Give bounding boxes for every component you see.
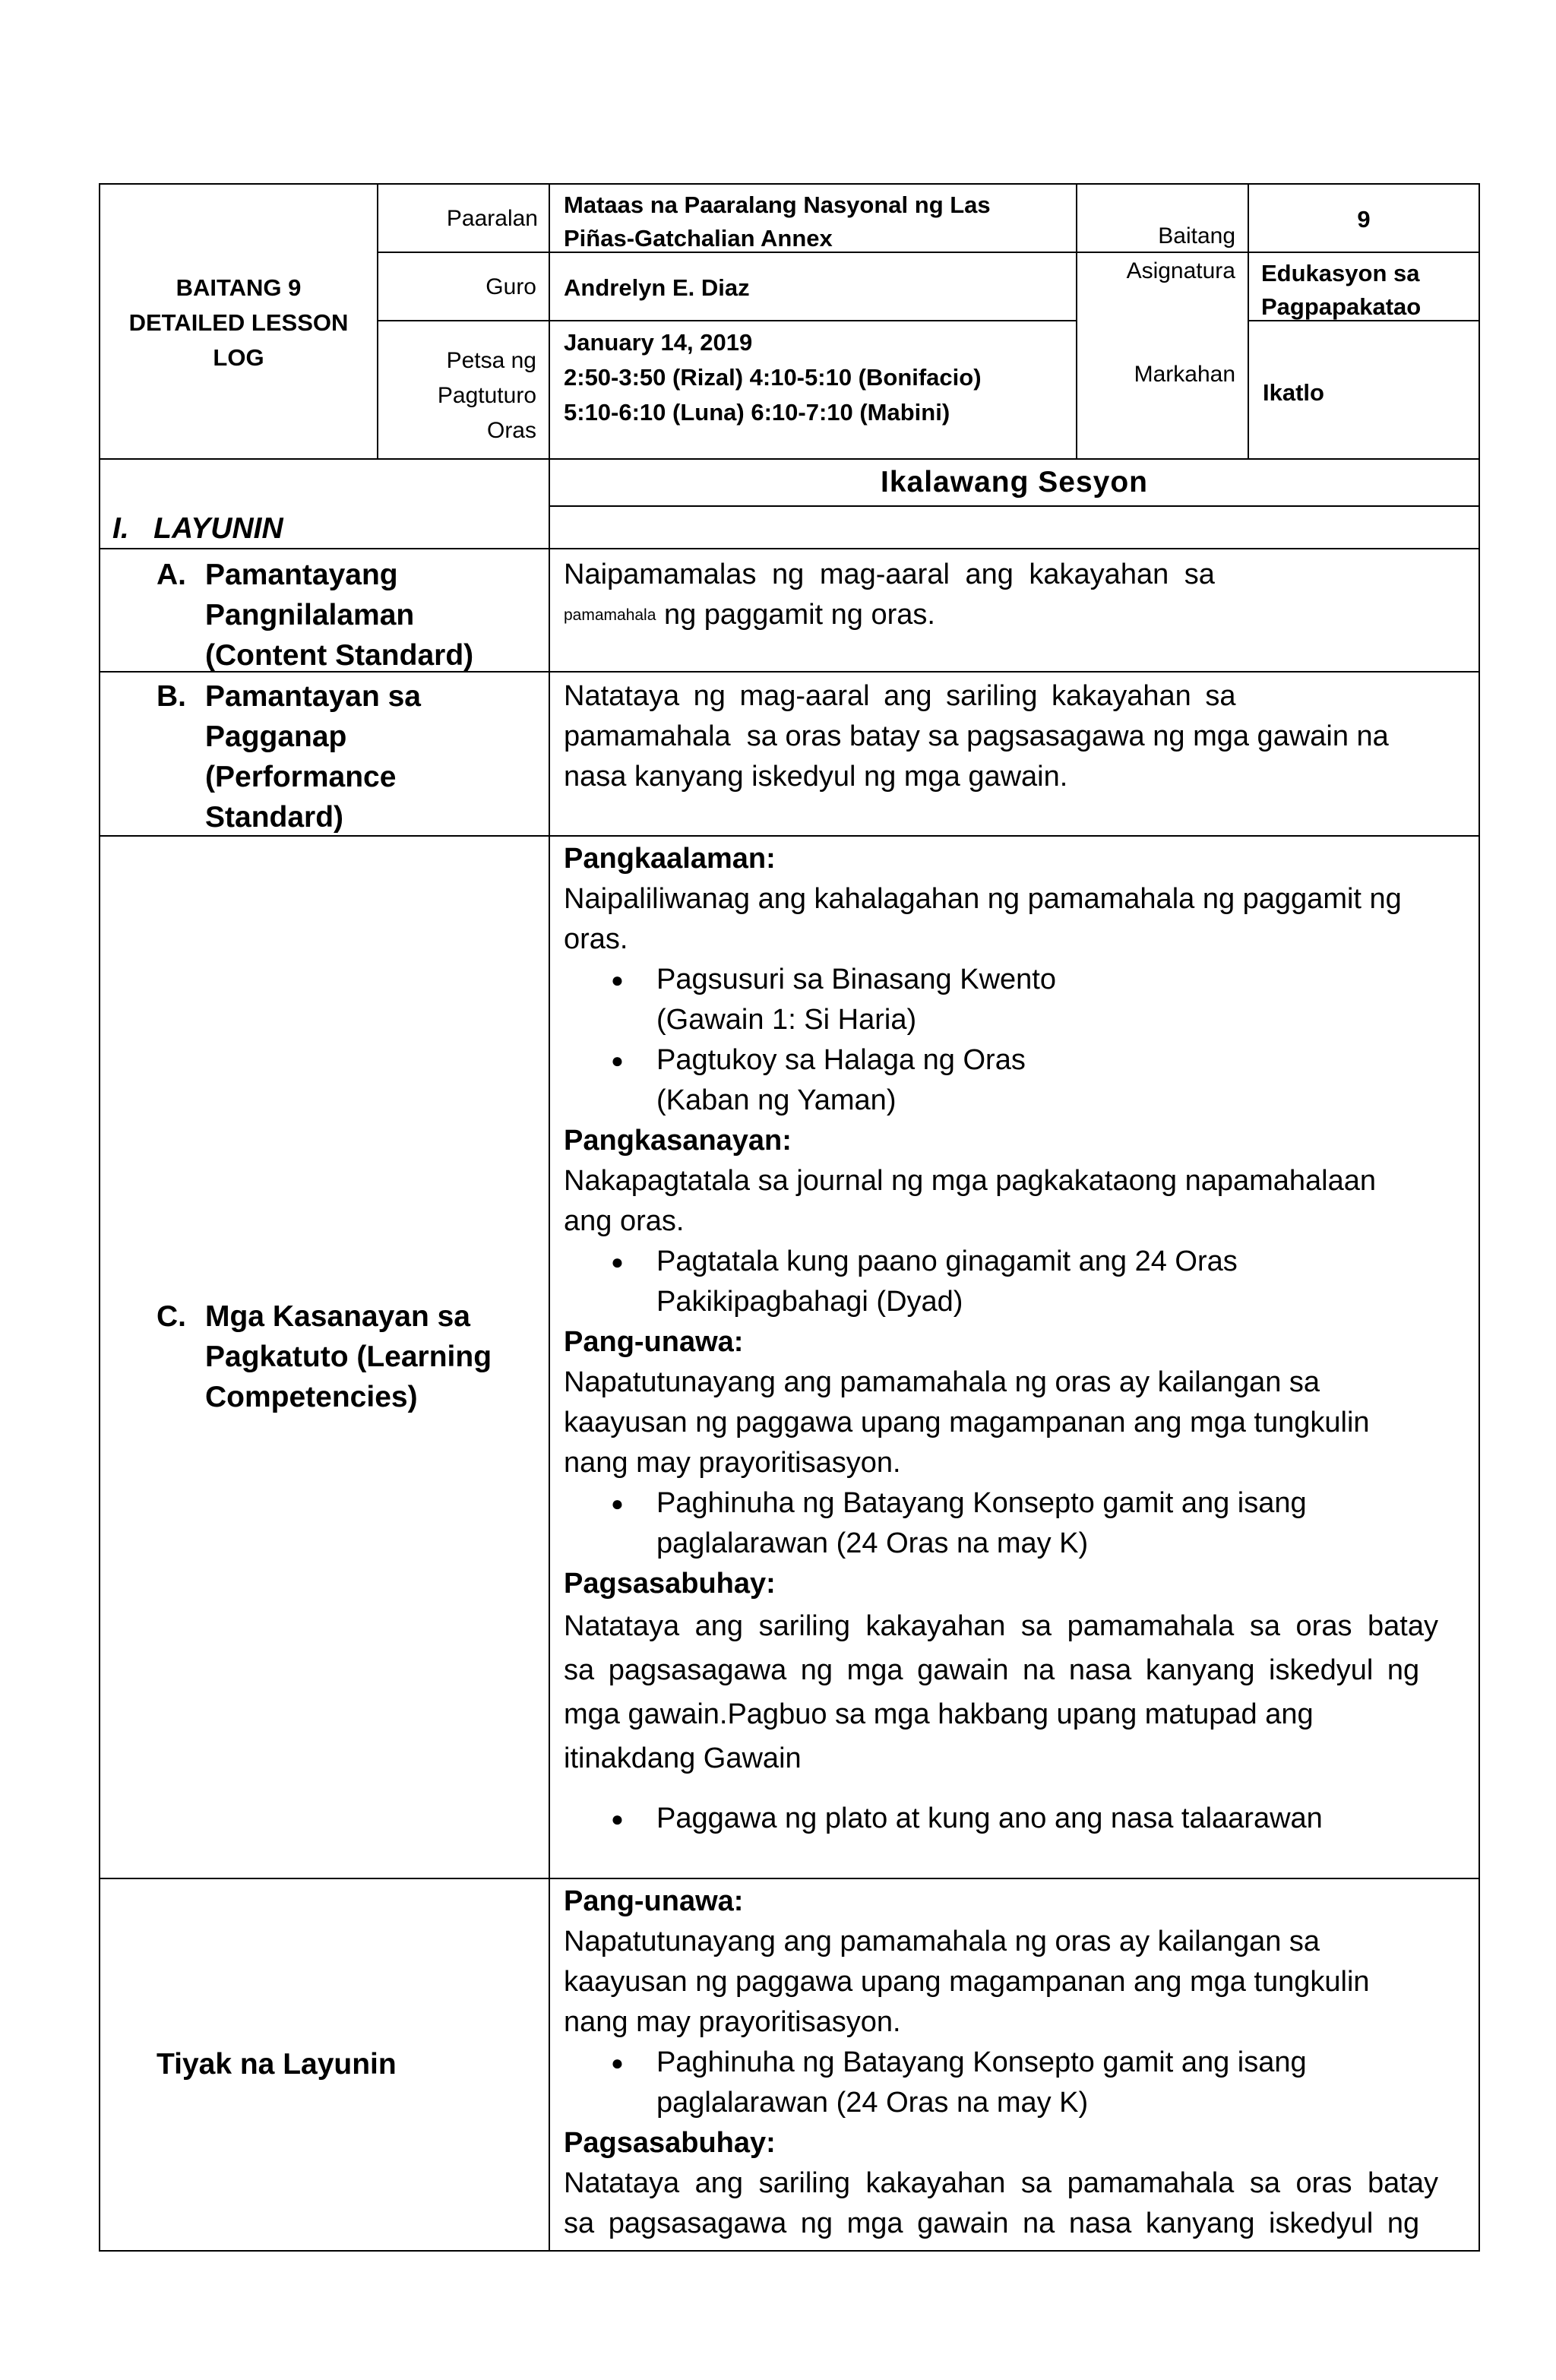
bullet-text: Pagsusuri sa Binasang Kwento — [656, 964, 1056, 995]
guro-value: Andrelyn E. Diaz — [564, 274, 750, 301]
baitang-label: Baitang — [1158, 223, 1235, 248]
bullet-text: (Kaban ng Yaman) — [656, 1084, 897, 1116]
row-a-content — [564, 555, 1215, 635]
row-c-label — [157, 1296, 536, 1417]
content-line: Naipamamalas ng mag-aaral ang kakayahan sa — [564, 559, 1215, 590]
bullet-item — [611, 2043, 1438, 2123]
title-line: LOG — [213, 344, 264, 371]
row-label-line: Competencies) — [205, 1381, 418, 1413]
row-d-content — [564, 1882, 1438, 2244]
row-letter: C. — [157, 1300, 186, 1333]
row-label-line: Mga Kasanayan sa — [205, 1300, 471, 1333]
row-label-line: Pamantayang — [205, 559, 398, 591]
title-line: BAITANG 9 — [176, 274, 302, 301]
content-line: kaayusan ng paggawa upang magampanan ang mga tungkulin — [564, 1407, 1370, 1438]
asignatura-value-line: Edukasyon sa — [1261, 260, 1420, 286]
content-line: Nakapagtatala sa journal ng mga pagkakataong napamahalaan — [564, 1165, 1377, 1197]
petsa-label-line: Petsa ng — [446, 348, 536, 373]
guro-label: Guro — [485, 274, 536, 299]
content-line: Natataya ang sariling kakayahan sa pamamahala sa oras batay — [564, 1610, 1438, 1642]
table-border-top — [99, 183, 1480, 185]
content-line: Natataya ang sariling kakayahan sa pamamahala sa oras batay — [564, 2167, 1438, 2199]
subheading: Pagsasabuhay: — [564, 1568, 776, 1600]
layunin-row-line — [99, 548, 1480, 549]
content-line — [564, 595, 1215, 635]
bullet-item — [611, 1040, 1438, 1121]
content-line: sa pagsasagawa ng mga gawain na nasa kanyang iskedyul ng — [564, 1654, 1420, 1686]
subheading: Pang-unawa: — [564, 1326, 744, 1358]
paaralan-value — [564, 188, 991, 255]
bullet-text: paglalarawan (24 Oras na may K) — [656, 2087, 1089, 2119]
row-letter: A. — [157, 559, 186, 591]
content-line: itinakdang Gawain — [564, 1742, 802, 1774]
content-line: mga gawain.Pagbuo sa mga hakbang upang matupad ang — [564, 1698, 1314, 1730]
row-c-content — [564, 839, 1438, 1839]
asignatura-value — [1261, 257, 1421, 324]
header-row-line — [377, 320, 1077, 321]
asignatura-label: Asignatura — [1126, 258, 1235, 283]
content-line: oras. — [564, 923, 628, 955]
content-line: Natataya ng mag-aaral ang sariling kakayahan sa — [564, 680, 1236, 712]
bullet-text: (Gawain 1: Si Haria) — [656, 1004, 917, 1036]
bullet-icon: ● — [611, 968, 624, 992]
row-label-line: Pagkatuto (Learning — [205, 1340, 492, 1373]
row-d-label: Tiyak na Layunin — [157, 2048, 397, 2081]
row-label-line: (Performance — [205, 761, 397, 793]
content-line: Napatutunayang ang pamamahala ng oras ay kailangan sa — [564, 1366, 1320, 1398]
row-a-label — [157, 555, 536, 676]
bullet-text: Paghinuha ng Batayang Konsepto gamit ang isang — [656, 1487, 1307, 1519]
row-c-bottom — [99, 1878, 1480, 1879]
table-border-right — [1479, 183, 1480, 2252]
bullet-icon: ● — [611, 1807, 624, 1831]
row-letter: B. — [157, 680, 186, 713]
row-b-label — [157, 676, 536, 837]
markahan-value: Ikatlo — [1263, 379, 1324, 406]
table-border-bottom — [99, 2250, 1480, 2252]
row-label-line: (Content Standard) — [205, 639, 474, 672]
subheading: Pang-unawa: — [564, 1885, 744, 1917]
bullet-item — [611, 960, 1438, 1040]
title-line: DETAILED LESSON — [128, 309, 349, 336]
bullet-icon: ● — [611, 1049, 624, 1072]
session-title: Ikalawang Sesyon — [881, 466, 1148, 498]
petsa-label-line: Oras — [486, 418, 536, 443]
content-line: ang oras. — [564, 1205, 685, 1237]
row-label-line: Pangnilalaman — [205, 599, 415, 631]
bullet-text: Paggawa ng plato at kung ano ang nasa talaarawan — [656, 1802, 1323, 1834]
row-b-content — [564, 676, 1389, 797]
bullet-icon: ● — [611, 2051, 624, 2075]
petsa-label — [378, 343, 536, 448]
paragraph — [564, 1604, 1438, 1780]
bullet-text: Pagtatala kung paano ginagamit ang 24 Oras — [656, 1245, 1238, 1277]
content-line: nasa kanyang iskedyul ng mga gawain. — [564, 761, 1068, 793]
bullet-item — [611, 1242, 1438, 1322]
markahan-label: Markahan — [1134, 362, 1235, 387]
subheading: Pangkasanayan: — [564, 1125, 792, 1157]
bullet-item — [611, 1799, 1438, 1839]
petsa-value-line: 5:10-6:10 (Luna) 6:10-7:10 (Mabini) — [564, 399, 950, 426]
content-line: pamamahala sa oras batay sa pagsasagawa ng mga gawain na — [564, 720, 1389, 752]
document-title — [100, 271, 377, 375]
bullet-text: paglalarawan (24 Oras na may K) — [656, 1527, 1089, 1559]
content-line: sa pagsasagawa ng mga gawain na nasa kanyang iskedyul ng — [564, 2208, 1420, 2239]
header-bottom-line — [99, 458, 1480, 460]
asignatura-value-line: Pagpapakatao — [1261, 293, 1422, 320]
paaralan-value-line: Piñas-Gatchalian Annex — [564, 225, 833, 252]
bullet-icon: ● — [611, 1250, 624, 1274]
bullet-text: Pagtukoy sa Halaga ng Oras — [656, 1044, 1026, 1076]
petsa-value-line: 2:50-3:50 (Rizal) 4:10-5:10 (Bonifacio) — [564, 364, 982, 391]
content-line: kaayusan ng paggawa upang magampanan ang mga tungkulin — [564, 1966, 1370, 1998]
subheading: Pangkaalaman: — [564, 843, 776, 875]
petsa-value — [564, 325, 982, 430]
paaralan-label: Paaralan — [446, 206, 538, 231]
bullet-text: Paghinuha ng Batayang Konsepto gamit ang isang — [656, 2046, 1307, 2078]
bullet-item — [611, 1483, 1438, 1564]
content-line: nang may prayoritisasyon. — [564, 2006, 901, 2038]
content-line: nang may prayoritisasyon. — [564, 1447, 901, 1479]
content-text: ng paggamit ng oras. — [656, 599, 935, 631]
paaralan-value-line: Mataas na Paaralang Nasyonal ng Las — [564, 191, 991, 218]
section-title: I. LAYUNIN — [112, 512, 283, 545]
row-label-line: Standard) — [205, 801, 344, 834]
row-label-line: Pamantayan sa — [205, 680, 421, 713]
petsa-value-line: January 14, 2019 — [564, 329, 753, 356]
content-line: Napatutunayang ang pamamahala ng oras ay kailangan sa — [564, 1926, 1320, 1957]
bullet-text: Pakikipagbahagi (Dyad) — [656, 1286, 963, 1318]
row-label-line: Pagganap — [205, 720, 347, 753]
petsa-label-line: Pagtuturo — [437, 383, 536, 408]
content-line: Naipaliliwanag ang kahalagahan ng pamamahala ng paggamit ng — [564, 883, 1402, 915]
small-text: pamamahala — [564, 606, 656, 624]
table-border-left — [99, 183, 100, 2252]
session-row-line — [549, 505, 1480, 507]
subheading: Pagsasabuhay: — [564, 2127, 776, 2159]
baitang-value: 9 — [1357, 206, 1371, 233]
bullet-icon: ● — [611, 1492, 624, 1515]
